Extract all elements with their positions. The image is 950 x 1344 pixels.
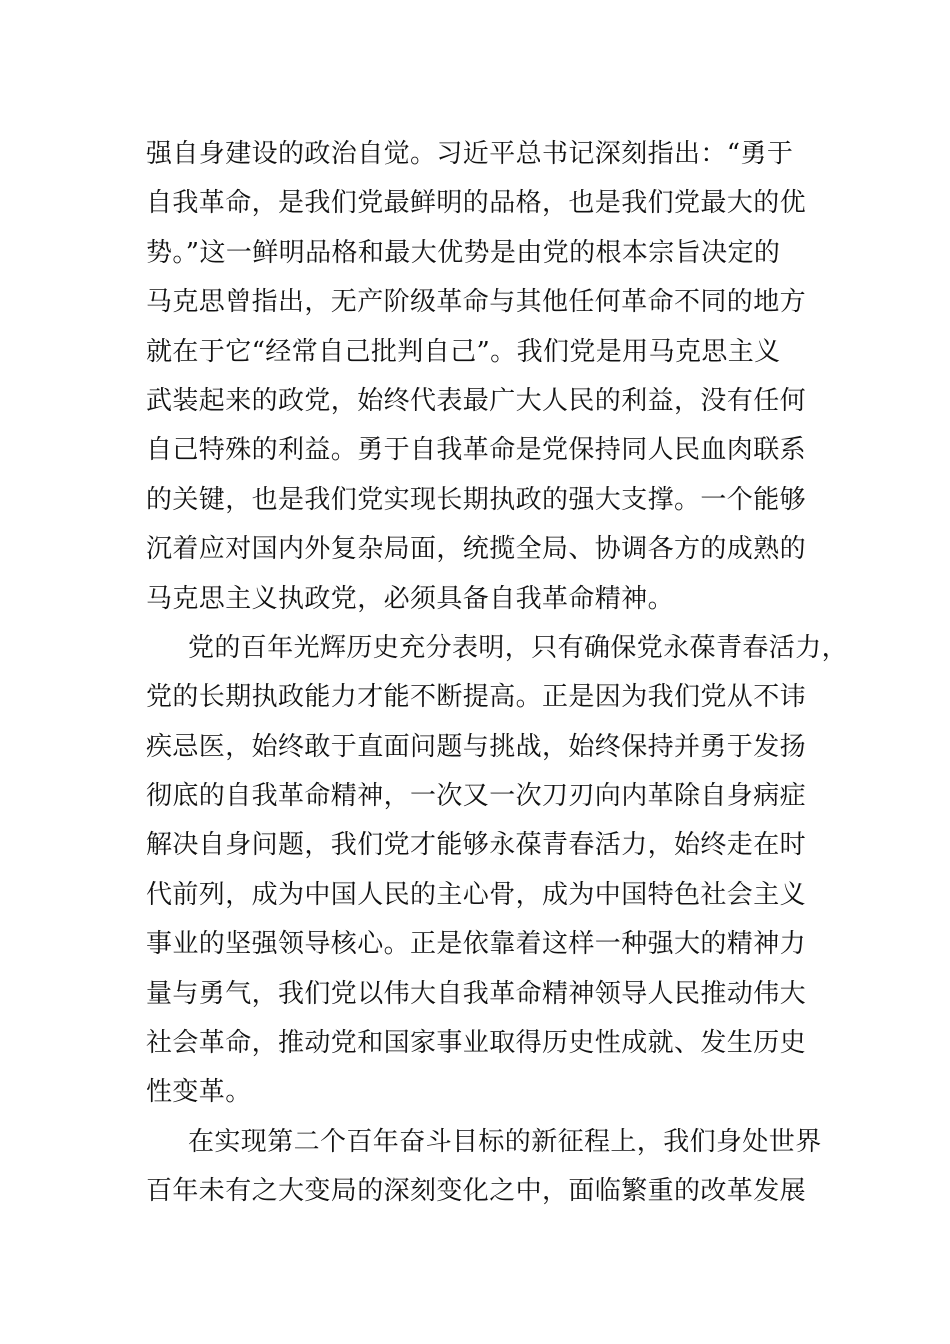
text-line: 事业的坚强领导核心。正是依靠着这样一种强大的精神力 (146, 929, 807, 960)
text-line: 代前列，成为中国人民的主心骨，成为中国特色社会主义 (146, 879, 807, 910)
paragraph-start-line: 党的百年光辉历史充分表明，只有确保党永葆青春活力， (188, 632, 849, 663)
text-line: 强自身建设的政治自觉。习近平总书记深刻指出：“勇于 (146, 139, 794, 169)
text-line: 马克思主义执政党，必须具备自我革命精神。 (146, 583, 675, 614)
text-line: 疾忌医，始终敢于直面问题与挑战，始终保持并勇于发扬 (146, 731, 807, 762)
text-line: 解决自身问题，我们党才能够永葆青春活力，始终走在时 (146, 830, 807, 861)
text-line: 就在于它“经常自己批判自己”。我们党是用马克思主义 (146, 336, 781, 367)
text-line: 社会革命，推动党和国家事业取得历史性成就、发生历史 (146, 1028, 807, 1059)
text-line: 百年未有之大变局的深刻变化之中，面临繁重的改革发展 (146, 1176, 807, 1207)
text-line: 性变革。 (146, 1077, 252, 1108)
text-line: 量与勇气，我们党以伟大自我革命精神领导人民推动伟大 (146, 978, 807, 1009)
text-line: 武装起来的政党，始终代表最广大人民的利益，没有任何 (146, 385, 807, 416)
paragraph-start-line: 在实现第二个百年奋斗目标的新征程上，我们身处世界 (188, 1126, 822, 1157)
text-line: 的关键，也是我们党实现长期执政的强大支撑。一个能够 (146, 484, 807, 515)
text-line: 自我革命，是我们党最鲜明的品格，也是我们党最大的优 (146, 188, 807, 219)
text-line: 自己特殊的利益。勇于自我革命是党保持同人民血肉联系 (146, 435, 807, 466)
text-line: 党的长期执政能力才能不断提高。正是因为我们党从不讳 (146, 682, 807, 713)
text-line: 势。”这一鲜明品格和最大优势是由党的根本宗旨决定的 (146, 237, 781, 268)
text-line: 马克思曾指出，无产阶级革命与其他任何革命不同的地方 (146, 287, 807, 318)
text-line: 沉着应对国内外复杂局面，统揽全局、协调各方的成熟的 (146, 534, 807, 565)
body-text (146, 130, 849, 1217)
text-line: 彻底的自我革命精神，一次又一次刀刃向内革除自身病症 (146, 781, 807, 812)
